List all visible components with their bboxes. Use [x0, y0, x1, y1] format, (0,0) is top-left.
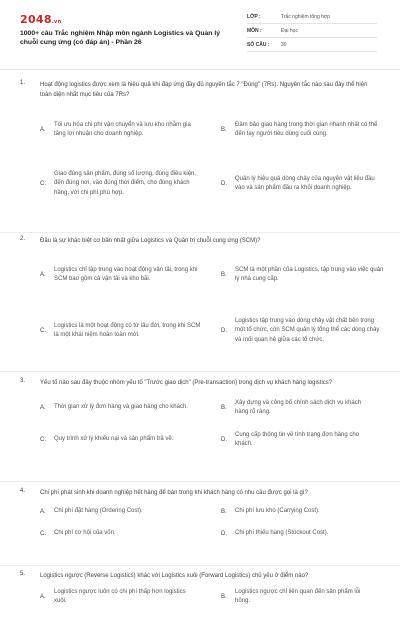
option-text: Logistics chỉ tập trung vào hoạt động vận tải, trong khi SCM bao gồm cả vận tải và kho bãi. — [54, 266, 198, 282]
option-b[interactable] — [221, 106, 394, 154]
option-text: Chi phí thiếu hàng (Stockout Cost). — [235, 530, 329, 537]
option-d[interactable] — [221, 523, 394, 545]
question-number: 5. — [20, 571, 26, 577]
meta-row-subject — [247, 24, 377, 38]
question-item — [0, 372, 400, 481]
question-number: 2. — [20, 236, 26, 242]
option-text: Cung cấp thông tin về tình trạng đơn hàng cho khách. — [235, 431, 360, 447]
question-text: Đâu là sự khác biệt cơ bản nhất giữa Logistics và Quản trị chuỗi cung ứng (SCM)? — [40, 238, 261, 244]
option-text: Chi phí cơ hội của vốn. — [54, 530, 116, 537]
option-letter: B. — [221, 127, 227, 133]
logo-tld: .vn — [51, 19, 62, 25]
option-letter: C. — [40, 531, 46, 537]
option-letter: D. — [221, 437, 227, 443]
meta-row-count — [247, 38, 377, 52]
option-letter: A. — [40, 272, 46, 278]
option-text: Giao đúng sản phẩm, đúng số lượng, đúng điều kiện, đến đúng nơi, vào đúng thời điểm, cho đúng khách hàng, với chi phí phù hợp. — [54, 170, 197, 196]
header-divider — [0, 69, 400, 70]
question-text: Hoạt động logistics được xem là hiệu quả khi đáp ứng đầy đủ nguyên tắc 7 "Đúng" (7Rs). Nguyên tắc nào sau đây thể hiện toàn diện nhất mục tiêu của 7Rs? — [40, 82, 368, 98]
logo-text: 2048 — [20, 13, 52, 26]
question-text: Yếu tố nào sau đây thuộc nhóm yếu tố "Trước giao dịch" (Pre-transaction) trong dịch vụ khách hàng logistics? — [40, 380, 333, 386]
option-text: Xây dựng và công bố chính sách dịch vụ khách hàng rõ ràng. — [235, 399, 362, 415]
option-a[interactable] — [40, 106, 213, 154]
meta-label: SỐ CÂU : — [247, 41, 270, 48]
option-letter: C. — [40, 181, 46, 187]
options-grid — [40, 250, 384, 362]
option-b[interactable] — [221, 250, 394, 300]
option-letter: D. — [221, 328, 227, 334]
option-letter: B. — [221, 509, 227, 515]
option-text: Logistics ngược chỉ liên quan đến sản phẩm lỗi hỏng. — [235, 588, 361, 604]
meta-table — [247, 10, 377, 52]
option-b[interactable] — [221, 585, 394, 609]
meta-row-class — [247, 10, 377, 24]
option-text: Quản lý hiệu quả dòng chảy của nguyên vật liệu đầu vào và sản phẩm đầu ra khỏi doanh nghiệp. — [235, 175, 375, 191]
option-letter: A. — [40, 405, 46, 411]
meta-label: LỚP : — [247, 13, 261, 20]
option-text: Tối ưu hóa chi phí vận chuyển và lưu kho nhằm gia tăng lợi nhuận cho doanh nghiệp. — [54, 121, 191, 137]
option-c[interactable] — [40, 523, 213, 545]
option-d[interactable] — [221, 300, 394, 362]
option-text: Logistics tập trung vào dòng chảy vật chất bên trong một tổ chức, còn SCM quản lý tổng thể các dòng chảy và mối quan hệ giữa các tổ chức. — [235, 317, 380, 343]
option-b[interactable] — [221, 393, 394, 423]
option-c[interactable] — [40, 300, 213, 362]
site-logo[interactable] — [20, 13, 61, 26]
option-b[interactable] — [221, 501, 394, 523]
option-text: Thời gian xử lý đơn hàng và giao hàng cho khách. — [54, 404, 188, 411]
option-letter: C. — [40, 437, 46, 443]
option-letter: A. — [40, 594, 46, 600]
option-letter: A. — [40, 127, 46, 133]
option-a[interactable] — [40, 501, 213, 523]
meta-value[interactable]: Đại học — [281, 27, 298, 34]
page-title: 1000+ câu Trắc nghiệm Nhập môn ngành Logistics và Quản lý chuỗi cung ứng (có đáp án) - Phần 26 — [20, 30, 220, 46]
option-letter: D. — [221, 531, 227, 537]
option-letter: C. — [40, 328, 46, 334]
options-grid — [40, 393, 372, 457]
option-letter: B. — [221, 405, 227, 411]
option-text: SCM là một phần của Logistics, tập trung vào việc quản lý nhà cung cấp. — [235, 266, 384, 282]
option-text: Logistics ngược luôn có chi phí thấp hơn logistics xuôi. — [54, 588, 186, 604]
option-text: Quy trình xử lý khiếu nại và sản phẩm trả về. — [54, 436, 174, 443]
option-text: Chi phí lưu kho (Carrying Cost). — [235, 508, 320, 515]
option-c[interactable] — [40, 154, 213, 214]
option-d[interactable] — [221, 423, 394, 457]
meta-value: 30 — [281, 41, 287, 48]
option-letter: B. — [221, 272, 227, 278]
option-text: Logistics là một hoạt động có từ lâu đời, trong khi SCM là một khái niệm hoàn toàn mới. — [54, 322, 201, 338]
meta-label: MÔN : — [247, 27, 262, 34]
option-letter: A. — [40, 509, 46, 515]
option-a[interactable] — [40, 585, 213, 609]
option-text: Đảm bảo giao hàng trong thời gian nhanh nhất có thể đến tay người tiêu dùng cuối cùng. — [235, 121, 378, 137]
option-a[interactable] — [40, 250, 213, 300]
question-text: Logistics ngược (Reverse Logistics) khác với Logistics xuôi (Forward Logistics) chủ yếu ở điểm nào? — [40, 573, 309, 579]
question-text: Chi phí phát sinh khi doanh nghiệp hết hàng để bán trong khi khách hàng có nhu cầu được gọi là gì? — [40, 490, 308, 496]
options-grid — [40, 585, 372, 609]
option-c[interactable] — [40, 423, 213, 457]
option-letter: B. — [221, 594, 227, 600]
options-grid — [40, 106, 378, 214]
option-text: Chi phí đặt hàng (Ordering Cost). — [54, 508, 143, 515]
option-a[interactable] — [40, 393, 213, 423]
meta-value[interactable]: Trắc nghiệm tổng hợp — [281, 13, 330, 20]
question-item — [0, 482, 400, 565]
question-number: 4. — [20, 488, 26, 494]
question-number: 3. — [20, 378, 26, 384]
question-item — [0, 80, 400, 232]
question-item — [0, 233, 400, 371]
question-item — [0, 566, 400, 626]
options-grid — [40, 501, 372, 545]
question-number: 1. — [20, 80, 26, 86]
question-list — [0, 80, 400, 626]
option-letter: D. — [221, 181, 227, 187]
page-header — [0, 0, 400, 66]
option-d[interactable] — [221, 154, 394, 214]
